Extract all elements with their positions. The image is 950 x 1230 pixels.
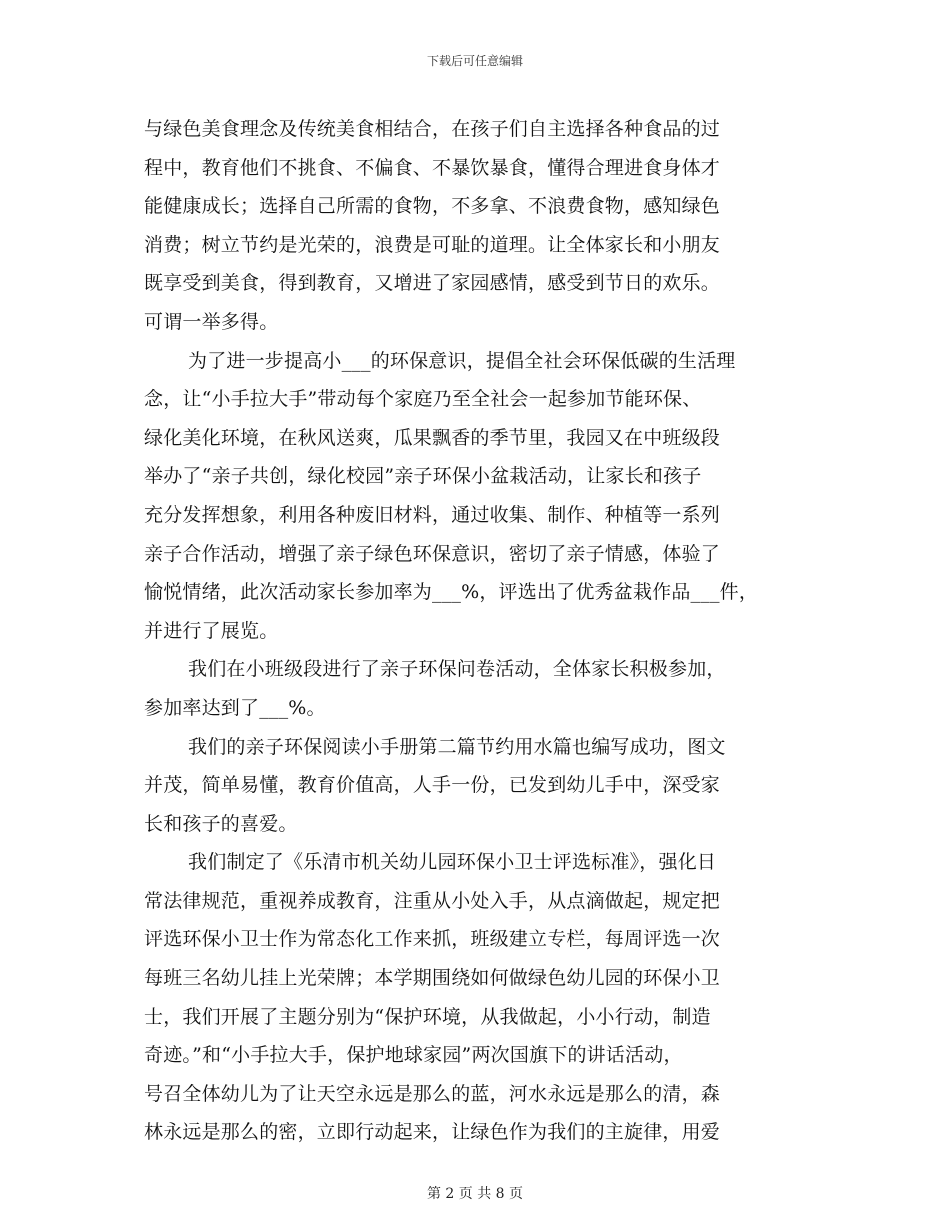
text-line: 参加率达到了___%。 [144,696,326,719]
text-line: 与绿色美食理念及传统美食相结合，在孩子们自主选择各种食品的过 [144,118,721,140]
text-line: 长和孩子的喜爱。 [144,812,298,835]
text-line: 士，我们开展了主题分别为“保护环境，从我做起，小小行动，制造 [144,1005,711,1028]
text-line: 亲子合作活动，增强了亲子绿色环保意识，密切了亲子情感，体验了 [144,542,721,565]
text-line: 评选环保小卫士作为常态化工作来抓，班级建立专栏，每周评选一次 [144,928,721,951]
text-line: 消费；树立节约是光荣的，浪费是可耻的道理。让全体家长和小朋友 [144,233,721,256]
text-line: 能健康成长；选择自己所需的食物，不多拿、不浪费食物，感知绿色 [144,195,721,218]
text-line: 奇迹。”和“小手拉大手，保护地球家园”两次国旗下的讲话活动， [144,1044,683,1067]
text-line: 愉悦情绪，此次活动家长参加率为___%，评选出了优秀盆栽作品___件， [144,581,759,604]
text-line: 我们制定了《乐清市机关幼儿园环保小卫士评选标准》，强化日 [188,851,717,874]
text-line: 我们在小班级段进行了亲子环保问卷活动，全体家长积极参加， [188,658,726,681]
text-line: 林永远是那么的密，立即行动起来，让绿色作为我们的主旋律，用爱 [144,1121,721,1144]
text-line: 我们的亲子环保阅读小手册第二篇节约用水篇也编写成功，图文 [188,735,726,758]
text-line: 绿化美化环境，在秋风送爽，瓜果飘香的季节里，我园又在中班级段 [144,426,721,449]
document-body [144,110,814,1152]
text-line: 充分发挥想象，利用各种废旧材料，通过收集、制作、种植等一系列 [144,503,721,526]
text-line: 程中，教育他们不挑食、不偏食、不暴饮暴食，懂得合理进食身体才 [144,156,721,179]
text-line: 举办了“亲子共创，绿化校园”亲子环保小盆栽活动，让家长和孩子 [144,465,702,488]
text-line: 号召全体幼儿为了让天空永远是那么的蓝，河水永远是那么的清，森 [144,1082,721,1105]
text-line: 并进行了展览。 [144,619,279,642]
text-line: 念，让“小手拉大手”带动每个家庭乃至全社会一起参加节能环保、 [144,388,702,411]
page-footer: 第 2 页 共 8 页 [426,1186,524,1202]
page-header: 下载后可任意编辑 [426,54,523,68]
text-line: 每班三名幼儿挂上光荣牌；本学期围绕如何做绿色幼儿园的环保小卫 [144,967,721,990]
text-line: 可谓一举多得。 [144,310,279,333]
text-line: 既享受到美食，得到教育，又增进了家园感情，感受到节日的欢乐。 [144,272,721,295]
text-line: 为了进一步提高小___的环保意识，提倡全社会环保低碳的生活理 [188,349,736,372]
text-line: 并茂，简单易懂，教育价值高，人手一份，已发到幼儿手中，深受家 [144,774,721,797]
text-line: 常法律规范，重视养成教育，注重从小处入手，从点滴做起，规定把 [144,889,721,912]
